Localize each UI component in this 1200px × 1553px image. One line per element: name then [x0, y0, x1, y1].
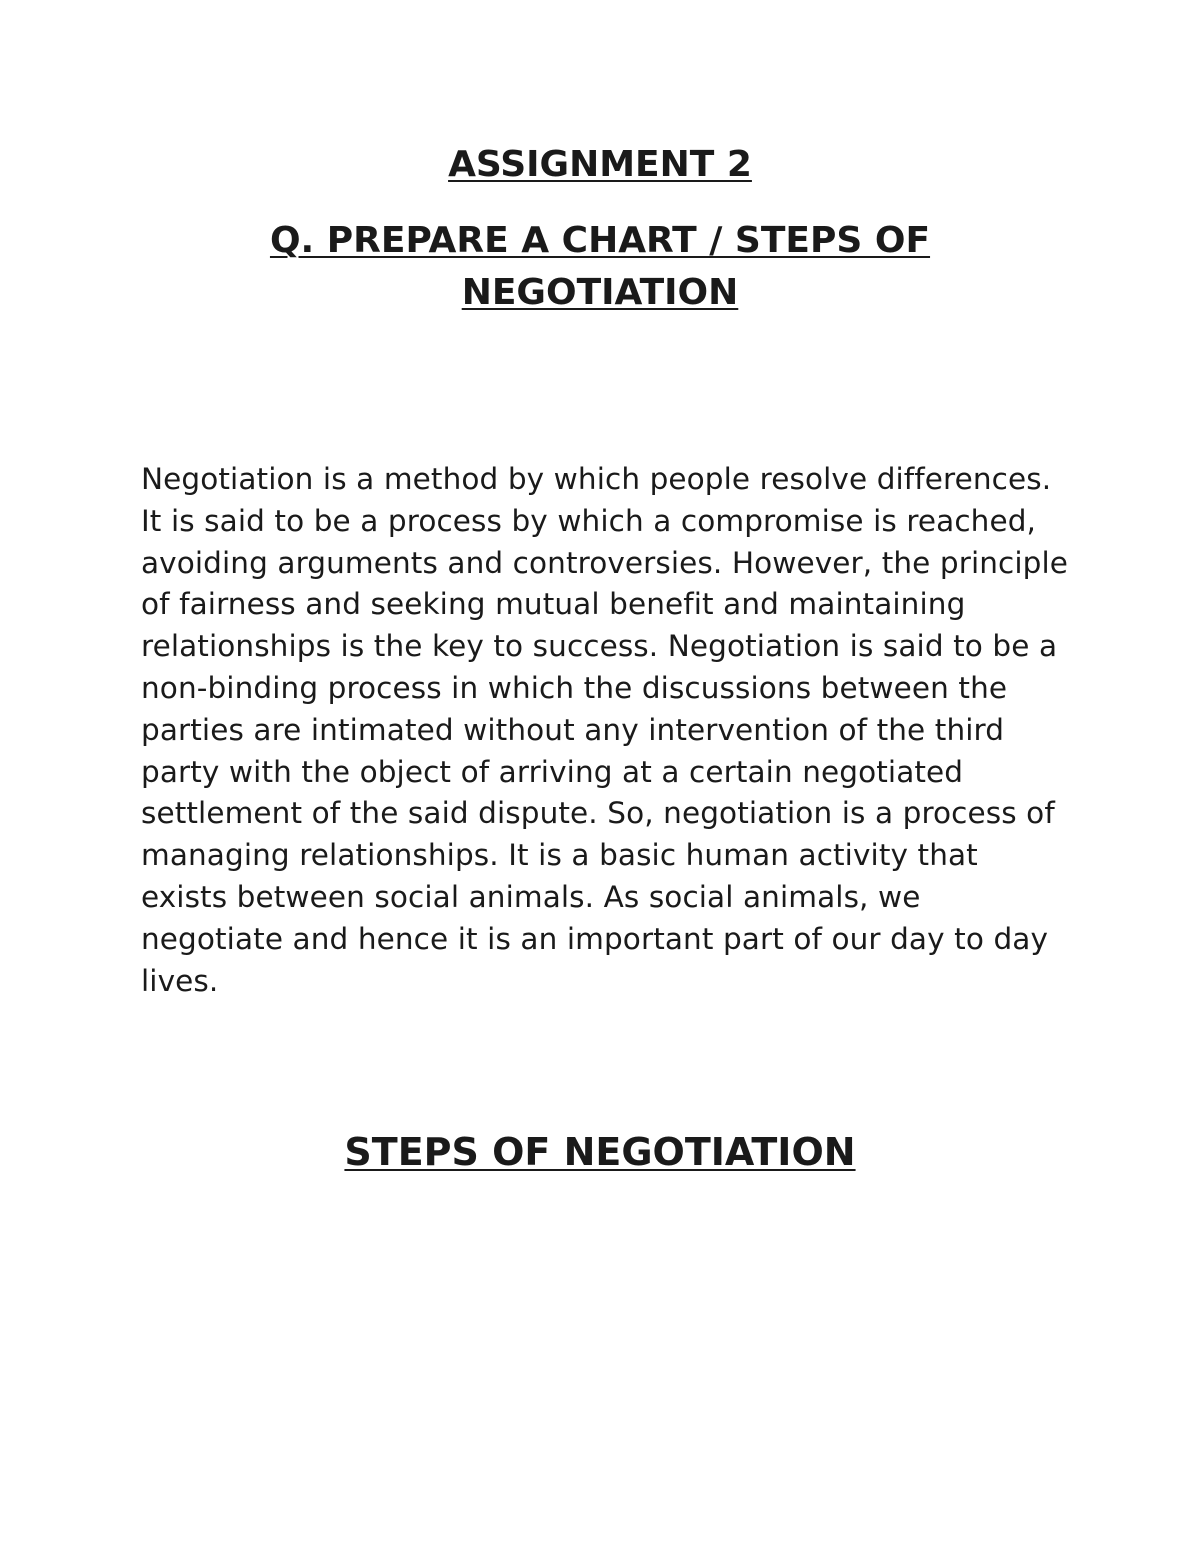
question-title: Q. PREPARE A CHART / STEPS OF NEGOTIATION: [269, 220, 931, 313]
body-paragraph: Negotiation is a method by which people resolve differences. It is said to be a process by which a compromise is reached, avoiding arguments and controversies. However, the principle of fairness and seeking mutual benefit and maintaining relationships is the key to success. Negotiation is said to be a non-binding process in which the discussions between the parties are intimated without any intervention of the third party with the object of arriving at a certain negotiated settlement of the said dispute. So, negotiation is a process of managing relationships. It is a basic human activity that exists between social animals. As social animals, we negotiate and hence it is an important part of our day to day lives.: [141, 462, 1069, 998]
assignment-title: ASSIGNMENT 2: [448, 144, 752, 185]
section-title: STEPS OF NEGOTIATION: [344, 1130, 856, 1174]
